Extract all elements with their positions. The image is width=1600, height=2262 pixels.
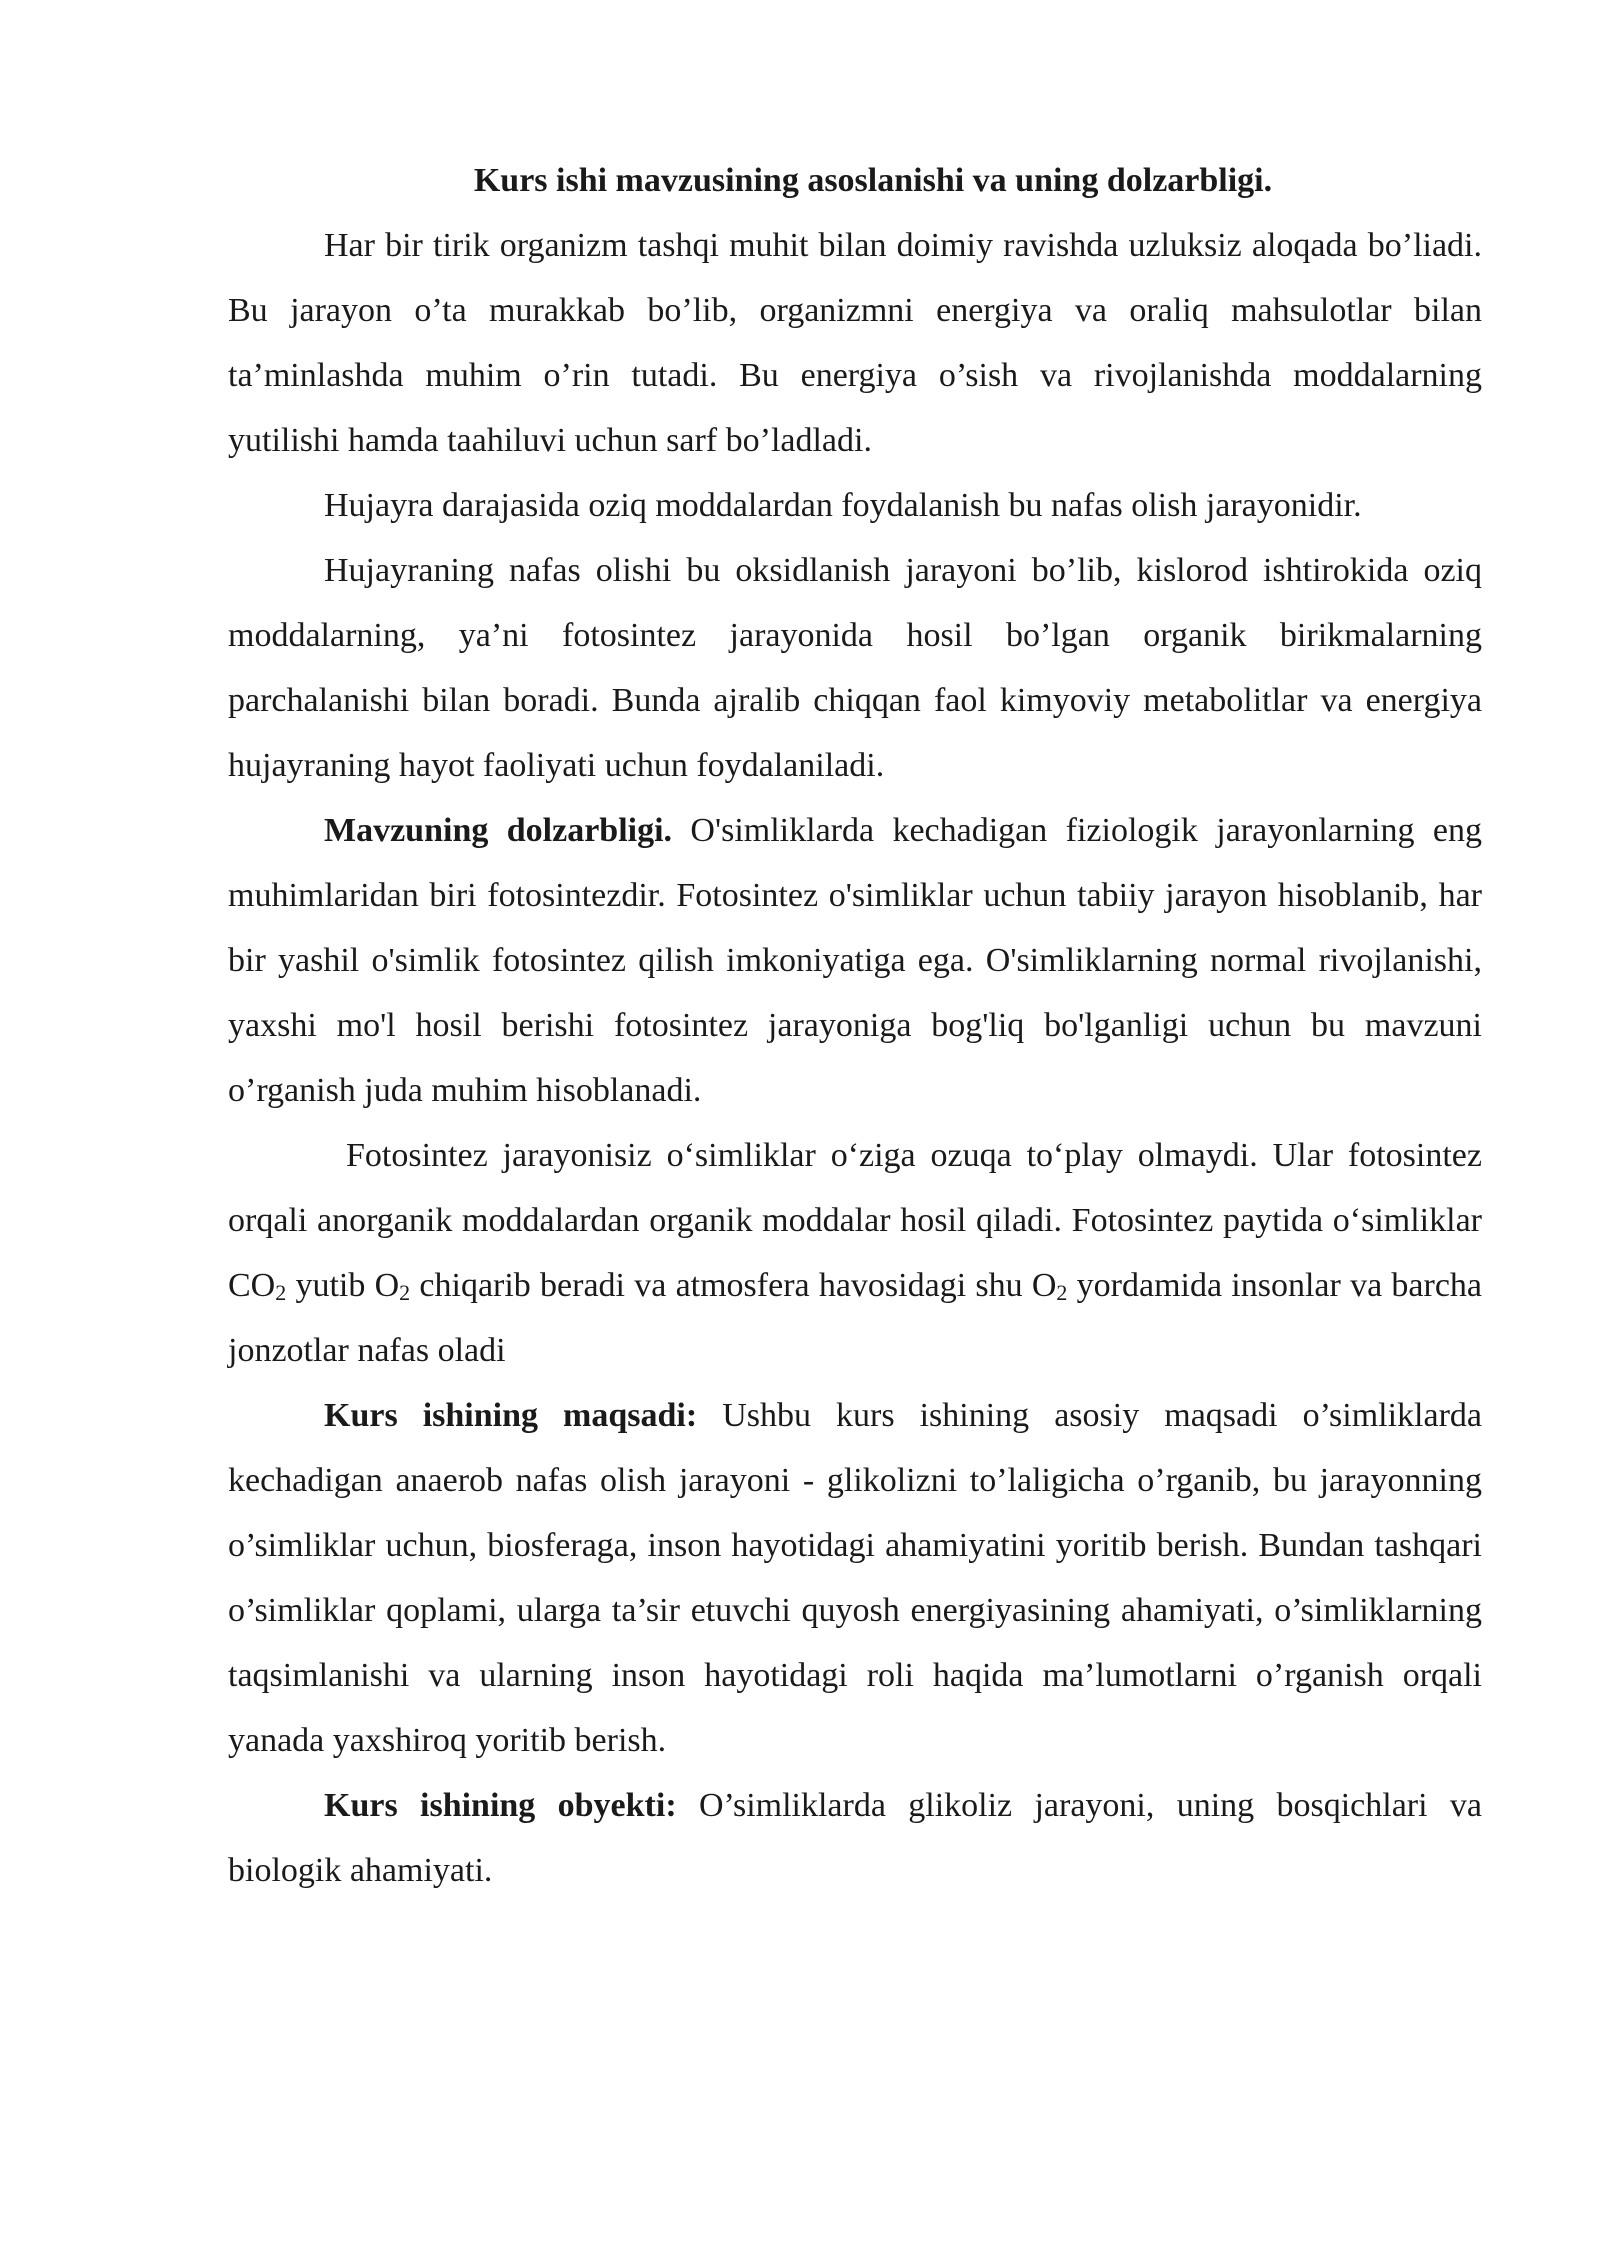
object-text: O’simliklarda glikoliz jarayoni, uning bosqichlari va biologik ahamiyati. — [228, 1787, 1482, 1889]
paragraph-relevance — [228, 798, 1482, 1123]
photosynthesis-text-1: Fotosintez jarayonisiz o‘simliklar o‘ziga ozuqa to‘play olmaydi. Ular fotosintez orqali anorganik moddalardan organik moddalar hosil qiladi. Fotosintez paytida o‘simliklar CO — [228, 1137, 1482, 1304]
object-label: Kurs ishining obyekti: — [324, 1787, 677, 1824]
paragraph-goal — [228, 1383, 1482, 1773]
co2-subscript: 2 — [275, 1280, 287, 1305]
photosynthesis-text-4: yordamida insonlar va barcha jonzotlar nafas oladi — [228, 1267, 1482, 1369]
document-title: Kurs ishi mavzusining asoslanishi va uning dolzarbligi. — [473, 162, 1273, 199]
relevance-label: Mavzuning dolzarbligi. — [324, 812, 673, 849]
goal-text: Ushbu kurs ishining asosiy maqsadi o’simliklarda kechadigan anaerob nafas olish jarayoni - glikolizni to’laligicha o’rganib, bu jarayonning o’simliklar uchun, biosferaga, inson hayotidagi ahamiyatini yoritib berish. Bundan tashqari o’simliklar qoplami, ularga ta’sir etuvchi quyosh energiyasining ahamiyati, o’simliklarning taqsimlanishi va ularning inson hayotidagi roli haqida ma’lumotlarni o’rganish orqali yanada yaxshiroq yoritib berish. — [228, 1397, 1482, 1759]
paragraph-object — [228, 1773, 1482, 1903]
goal-label: Kurs ishining maqsadi: — [324, 1397, 698, 1434]
paragraph-cell-nutrition: Hujayra darajasida oziq moddalardan foydalanish bu nafas olish jarayonidir. — [324, 487, 1362, 524]
paragraph-photosynthesis — [228, 1123, 1482, 1383]
photosynthesis-text-3: chiqarib beradi va atmosfera havosidagi shu O — [410, 1267, 1057, 1304]
photosynthesis-text-2: yutib O — [286, 1267, 400, 1304]
o2-subscript-1: 2 — [399, 1280, 411, 1305]
o2-subscript-2: 2 — [1056, 1280, 1068, 1305]
document-page — [228, 148, 1482, 1903]
paragraph-cell-respiration: Hujayraning nafas olishi bu oksidlanish jarayoni bo’lib, kislorod ishtirokida oziq moddalarning, ya’ni fotosintez jarayonida hosil bo’lgan organik birikmalarning parchalanishi bilan boradi. Bunda ajralib chiqqan faol kimyoviy metabolitlar va energiya hujayraning hayot faoliyati uchun foydalaniladi. — [228, 552, 1482, 784]
paragraph-intro: Har bir tirik organizm tashqi muhit bilan doimiy ravishda uzluksiz aloqada bo’liadi. Bu jarayon o’ta murakkab bo’lib, organizmni energiya va oraliq mahsulotlar bilan ta’minlashda muhim o’rin tutadi. Bu energiya o’sish va rivojlanishda moddalarning yutilishi hamda taahiluvi uchun sarf bo’ladladi. — [228, 227, 1482, 459]
relevance-text: O'simliklarda kechadigan fiziologik jarayonlarning eng muhimlaridan biri fotosintezdir. Fotosintez o'simliklar uchun tabiiy jarayon hisoblanib, har bir yashil o'simlik fotosintez qilish imkoniyatiga ega. O'simliklarning normal rivojlanishi, yaxshi mo'l hosil berishi fotosintez jarayoniga bog'liq bo'lganligi uchun bu mavzuni o’rganish juda muhim hisoblanadi. — [228, 812, 1482, 1109]
